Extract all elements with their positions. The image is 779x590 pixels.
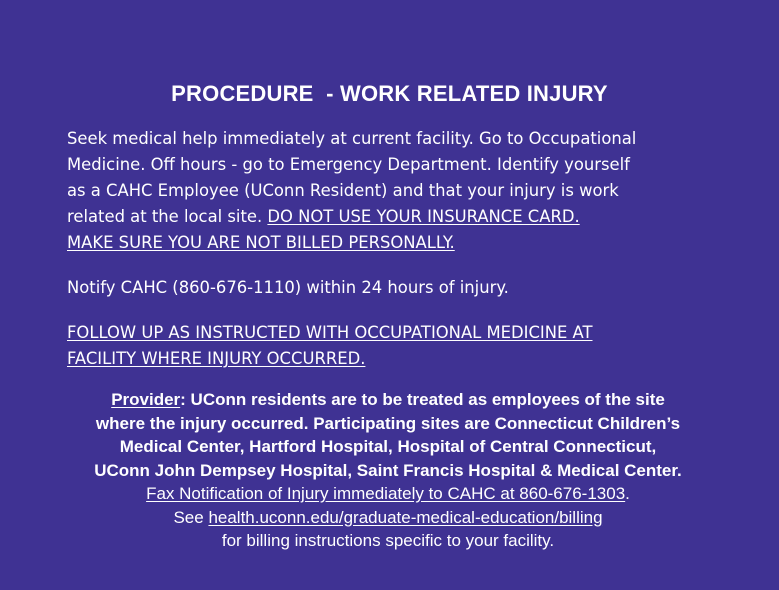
- seek-help-line-4: [67, 204, 747, 230]
- seek-help-line-2: Medicine. Off hours - go to Emergency Department. Identify yourself: [67, 155, 630, 174]
- fax-line: [38, 482, 738, 506]
- provider-label: Provider: [111, 390, 181, 409]
- fax-notification: Fax Notification of Injury immediately to CAHC at 860-676-1303: [146, 484, 626, 503]
- billing-warning: MAKE SURE YOU ARE NOT BILLED PERSONALLY.: [67, 233, 455, 252]
- follow-up-paragraph: [67, 320, 747, 372]
- provider-line-4: UConn John Dempsey Hospital, Saint Francis Hospital & Medical Center.: [94, 460, 682, 480]
- billing-see-prefix: See: [173, 507, 209, 527]
- page-title: PROCEDURE - WORK RELATED INJURY: [171, 81, 608, 106]
- follow-up-line-1: FOLLOW UP AS INSTRUCTED WITH OCCUPATIONAL MEDICINE AT: [67, 323, 593, 342]
- billing-instructions-line: for billing instructions specific to your facility.: [221, 531, 555, 550]
- provider-line-2: where the injury occurred. Participating sites are Connecticut Children’s: [95, 413, 681, 433]
- provider-line-1-text: : UConn residents are to be treated as employees of the site: [180, 390, 665, 409]
- seek-help-line-1: Seek medical help immediately at current facility. Go to Occupational: [67, 129, 637, 148]
- follow-up-line-2: FACILITY WHERE INJURY OCCURRED.: [67, 349, 366, 368]
- provider-section: [38, 388, 738, 553]
- seek-help-line-3: as a CAHC Employee (UConn Resident) and that your injury is work: [67, 181, 619, 200]
- notify-paragraph: Notify CAHC (860-676-1110) within 24 hours of injury.: [67, 278, 509, 297]
- provider-line-3: Medical Center, Hartford Hospital, Hospital of Central Connecticut,: [119, 437, 657, 456]
- seek-help-line-4-text: related at the local site.: [67, 207, 268, 226]
- fax-period: .: [625, 484, 630, 503]
- seek-help-paragraph: [67, 126, 747, 256]
- billing-link[interactable]: health.uconn.edu/graduate-medical-education/billing: [208, 507, 603, 527]
- insurance-card-warning: DO NOT USE YOUR INSURANCE CARD.: [267, 207, 580, 226]
- provider-line-1: [38, 388, 738, 412]
- billing-see-line: [38, 506, 738, 530]
